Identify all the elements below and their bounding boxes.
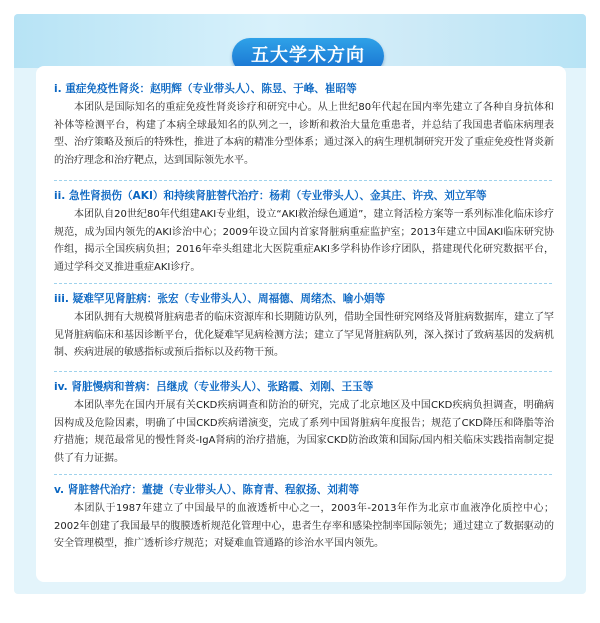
divider: [54, 180, 552, 181]
section-body: 本团队拥有大规模肾脏病患者的临床资源库和长期随访队列，借助全国性研究网络及肾脏病数据库，建立了罕见肾脏病临床和基因诊断平台，优化疑难罕见病检测方法；建立了罕见肾脏病队列，深入探讨了致病基因的发病机制、疾病进展的敏感指标或预后指标以及药物干预。: [54, 312, 554, 358]
section-title: iii. 疑难罕见肾脏病：张宏（专业带头人）、周福德、周绪杰、喻小娟等: [54, 293, 386, 305]
section-title: v. 肾脏替代治疗：董捷（专业带头人）、陈育青、程叙扬、刘莉等: [54, 484, 360, 496]
section-title: iv. 肾脏慢病和普病：吕继成（专业带头人）、张路霞、刘刚、王玉等: [54, 381, 374, 393]
section-body: 本团队是国际知名的重症免疫性肾炎诊疗和研究中心。从上世纪80年代起在国内率先建立了各种自身抗体和补体等检测平台，构建了本病全球最知名的队列之一，诊断和救治大量危重患者，并总结了我国患者临床病理表型、治疗策略及预后的特殊性，推进了本病的精准分型体系；通过深入的病生理机制研究开发了重症免疫性肾炎新的治疗理念和治疗靶点，达到国际领先水平。: [54, 102, 554, 166]
section-body: 本团队于1987年建立了中国最早的血液透析中心之一，2003年-2013年作为北京市血液净化质控中心；2002年创建了我国最早的腹膜透析规范化管理中心，患者生存率和感染控制率国际领先；通过建立了数据驱动的安全管理模型，推广透析诊疗规范；对疑难血管通路的诊治水平国内领先。: [54, 503, 554, 549]
section-body: 本团队率先在国内开展有关CKD疾病调查和防治的研究，完成了北京地区及中国CKD疾病负担调查，明确病因构成及危险因素，明确了中国CKD疾病谱演变，完成了系列中国肾脏病年度报告；规范了CKD降压和降脂等治疗措施；规范最常见的慢性肾炎-IgA肾病的治疗措施，为国家CKD防治政策和国际/国内相关临床实践指南制定提供了有力证据。: [54, 400, 554, 464]
section-2: [54, 189, 554, 276]
page-title: 五大学术方向: [232, 38, 384, 74]
divider: [54, 474, 552, 475]
section-1: [54, 82, 554, 169]
section-body: 本团队自20世纪80年代组建AKI专业组，设立“AKI救治绿色通道”，建立肾活检方案等一系列标准化临床诊疗规范，成为国内领先的AKI诊治中心；2009年设立国内首家肾脏病重症监护室；2013年建立中国AKI临床研究协作组，揭示全国疾病负担；2016年牵头组建北大医院重症AKI多学科协作诊疗团队，搭建现代化研究数据平台，通过学科交叉推进重症AKI诊疗。: [54, 209, 554, 273]
section-title: ii. 急性肾损伤（AKI）和持续肾脏替代治疗：杨莉（专业带头人）、金其庄、许戎、刘立军等: [54, 190, 487, 202]
divider: [54, 371, 552, 372]
section-title: i. 重症免疫性肾炎：赵明辉（专业带头人）、陈昱、于峰、崔昭等: [54, 83, 357, 95]
section-3: [54, 292, 554, 362]
section-4: [54, 380, 554, 467]
section-5: [54, 483, 554, 553]
divider: [54, 283, 552, 284]
